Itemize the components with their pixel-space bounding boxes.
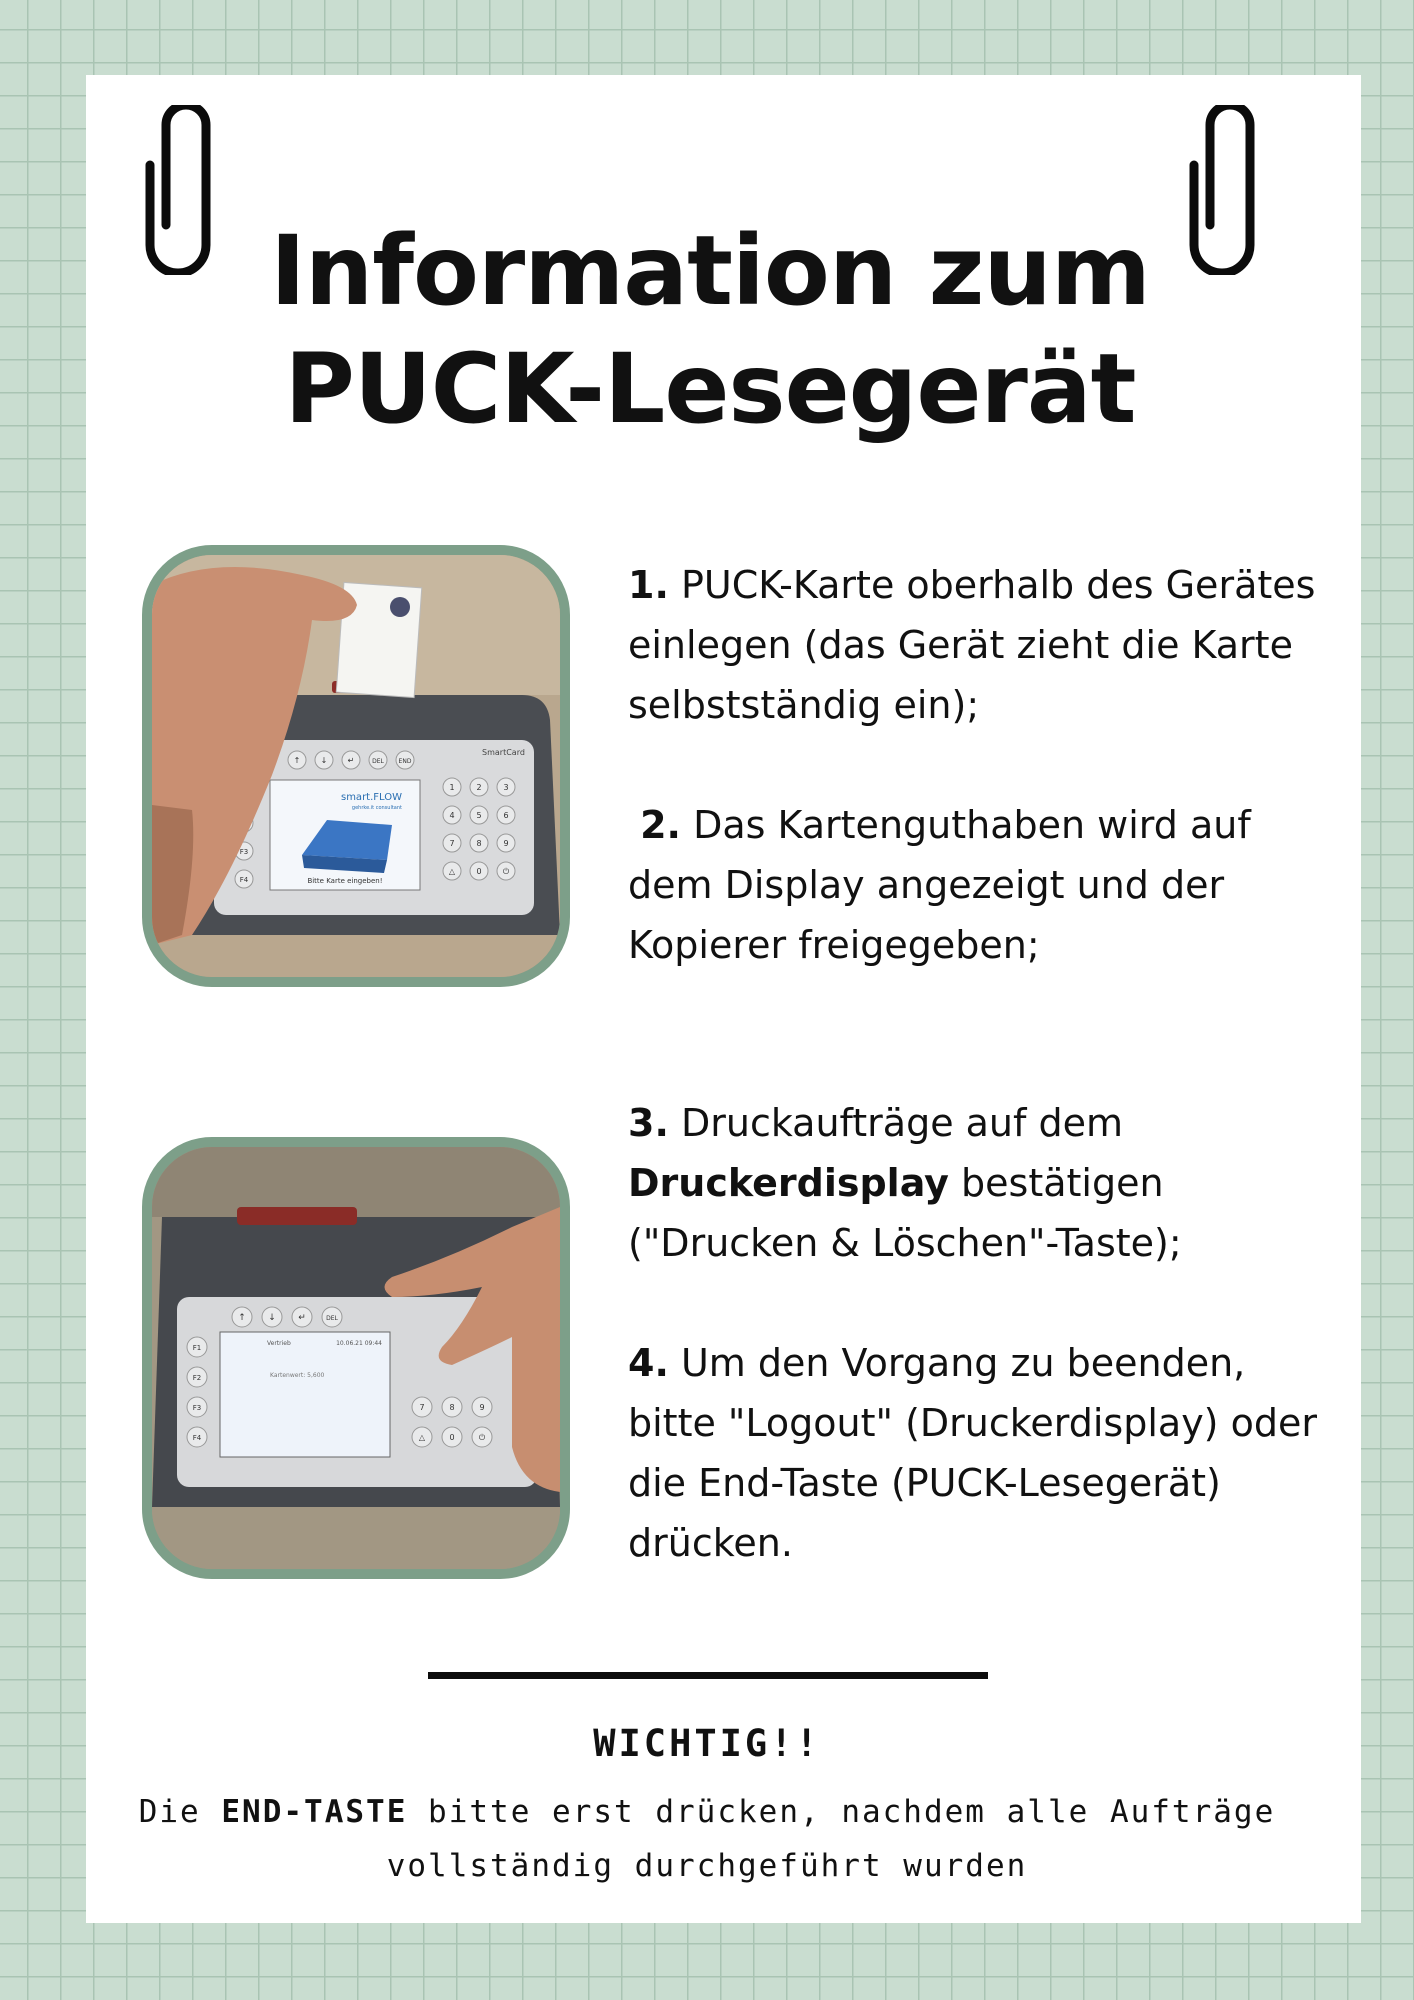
key2-bell: △ xyxy=(418,1433,426,1442)
key2-up: ↑ xyxy=(238,1313,246,1323)
step-3-text-after: bestätigen ("Drucken & Löschen"-Taste); xyxy=(628,1161,1182,1265)
screen-sublogo: gehrke.it consultant xyxy=(351,805,402,811)
key2-power: ⏻ xyxy=(478,1433,486,1442)
divider xyxy=(428,1672,988,1679)
key-5: 5 xyxy=(476,811,482,820)
key-f4: F4 xyxy=(239,876,249,884)
key2-del: DEL xyxy=(326,1315,338,1322)
key-1: 1 xyxy=(449,783,455,792)
key-down: ↓ xyxy=(320,756,328,765)
key-2: 2 xyxy=(476,783,482,792)
photo-device-screen xyxy=(142,1137,570,1579)
steps-group-2 xyxy=(628,1093,1318,1573)
key-3: 3 xyxy=(503,783,509,792)
step-4 xyxy=(628,1333,1318,1573)
key-6: 6 xyxy=(503,811,509,820)
step-4-number: 4. xyxy=(628,1341,669,1385)
key2-0: 0 xyxy=(449,1433,455,1442)
warning-prefix: Die xyxy=(138,1794,201,1830)
warning-title: WICHTIG!! xyxy=(593,1722,821,1765)
key-up: ↑ xyxy=(293,756,301,765)
key2-f2: F2 xyxy=(192,1374,202,1382)
key2-8: 8 xyxy=(449,1403,455,1412)
steps-group-1 xyxy=(628,555,1318,975)
warning-line1-rest: bitte erst drücken, nachdem alle Aufträge xyxy=(428,1794,1276,1830)
title-line-1: Information zum xyxy=(270,215,1150,327)
key2-down: ↓ xyxy=(268,1313,276,1323)
step-3-bold: Druckerdisplay xyxy=(628,1161,949,1205)
step-1-text: PUCK-Karte oberhalb des Gerätes einlegen (das Gerät zieht die Karte selbstständig ein); xyxy=(628,563,1316,727)
key2-f4: F4 xyxy=(192,1434,202,1442)
screen-message: Bitte Karte eingeben! xyxy=(307,877,383,885)
step-2-number: 2. xyxy=(640,803,681,847)
paperclip-right-icon xyxy=(1180,105,1264,275)
page-title xyxy=(240,212,1180,448)
key-del: DEL xyxy=(372,758,384,765)
key-9: 9 xyxy=(503,839,509,848)
key-f3: F3 xyxy=(239,848,249,856)
warning-text xyxy=(86,1785,1328,1893)
key-7: 7 xyxy=(449,839,455,848)
key-4: 4 xyxy=(449,811,455,820)
step-1 xyxy=(628,555,1318,735)
device-brand-label: SmartCard xyxy=(482,748,525,757)
key2-enter: ↵ xyxy=(298,1313,306,1323)
key-end: END xyxy=(398,758,412,765)
key-0: 0 xyxy=(476,867,482,876)
step-3 xyxy=(628,1093,1318,1273)
screen2-header-left: Vertrieb xyxy=(267,1340,291,1347)
step-3-text-before: Druckaufträge auf dem xyxy=(680,1101,1123,1145)
screen2-header-right: 10.06.21 09:44 xyxy=(336,1340,382,1347)
key-8: 8 xyxy=(476,839,482,848)
key-bell: △ xyxy=(448,867,456,876)
step-2 xyxy=(628,795,1318,975)
key2-f1: F1 xyxy=(192,1344,202,1352)
screen-logo: smart.FLOW xyxy=(340,792,402,803)
key-enter: ↵ xyxy=(347,756,355,765)
key2-7: 7 xyxy=(419,1403,425,1412)
screen2-value: Kartenwert: 5,600 xyxy=(270,1372,325,1379)
warning-line2: vollständig durchgeführt wurden xyxy=(386,1848,1028,1884)
key2-9: 9 xyxy=(479,1403,485,1412)
step-2-text: Das Kartenguthaben wird auf dem Display angezeigt und der Kopierer freigegeben; xyxy=(628,803,1251,967)
warning-bold: END-TASTE xyxy=(221,1794,408,1830)
step-4-text: Um den Vorgang zu beenden, bitte "Logout" (Druckerdisplay) oder die End-Taste (PUCK-Lesegerät) drücken. xyxy=(628,1341,1317,1565)
key2-f3: F3 xyxy=(192,1404,202,1412)
key-power: ⏻ xyxy=(502,867,510,876)
title-line-2: PUCK-Lesegerät xyxy=(284,333,1136,445)
step-3-number: 3. xyxy=(628,1101,669,1145)
photo-card-insert xyxy=(142,545,570,987)
paperclip-left-icon xyxy=(136,105,220,275)
step-1-number: 1. xyxy=(628,563,669,607)
